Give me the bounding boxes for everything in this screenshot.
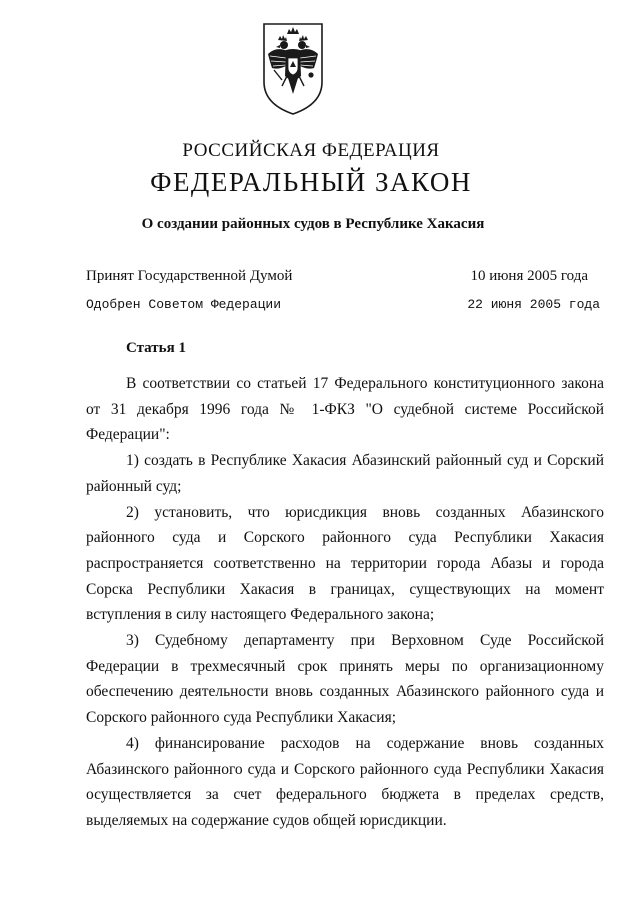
approved-date: 22 июня 2005 года [467,297,600,312]
article-heading: Статья 1 [126,340,186,356]
adopted-date: 10 июня 2005 года [470,268,588,284]
document-type-heading: ФЕДЕРАЛЬНЫЙ ЗАКОН [150,167,472,197]
article-paragraph-1: 1) создать в Республике Хакасия Абазинский районный суд и Сорский районный суд; [86,452,604,495]
article-paragraph-2: 2) установить, что юрисдикция вновь созданных Абазинского районного суда и Сорского районного суда Республики Хакасия распространяется соответственно на территории города Абазы и города Сорска Республики Хакасия в границах, существующих на момент вступления в силу настоящего Федерального закона; [86,503,604,624]
double-headed-eagle-icon [258,20,328,118]
article-paragraph-4: 4) финансирование расходов на содержание вновь созданных Абазинского районного суда и Сорского районного суда Республики Хакасия осуществляется за счет федерального бюджета в пределах средств, выделяемых на содержание судов общей юрисдикции. [86,734,604,829]
approved-by-label: Одобрен Советом Федерации [86,297,282,312]
law-title: О создании районных судов в Республике Хакасия [141,216,485,232]
country-heading: РОССИЙСКАЯ ФЕДЕРАЦИЯ [182,140,440,161]
article-paragraph-intro: В соответствии со статьей 17 Федерального конституционного закона от 31 декабря 1996 года № 1-ФКЗ "О судебной системе Российской Федерации": [86,375,604,444]
article-paragraph-3: 3) Судебному департаменту при Верховном Суде Российской Федерации в трехмесячный срок принять меры по организационному обеспечению деятельности вновь созданных Абазинского районного суда и Сорского районного суда Республики Хакасия; [86,632,604,727]
adopted-by-label: Принят Государственной Думой [86,268,293,284]
article-body [86,371,604,834]
